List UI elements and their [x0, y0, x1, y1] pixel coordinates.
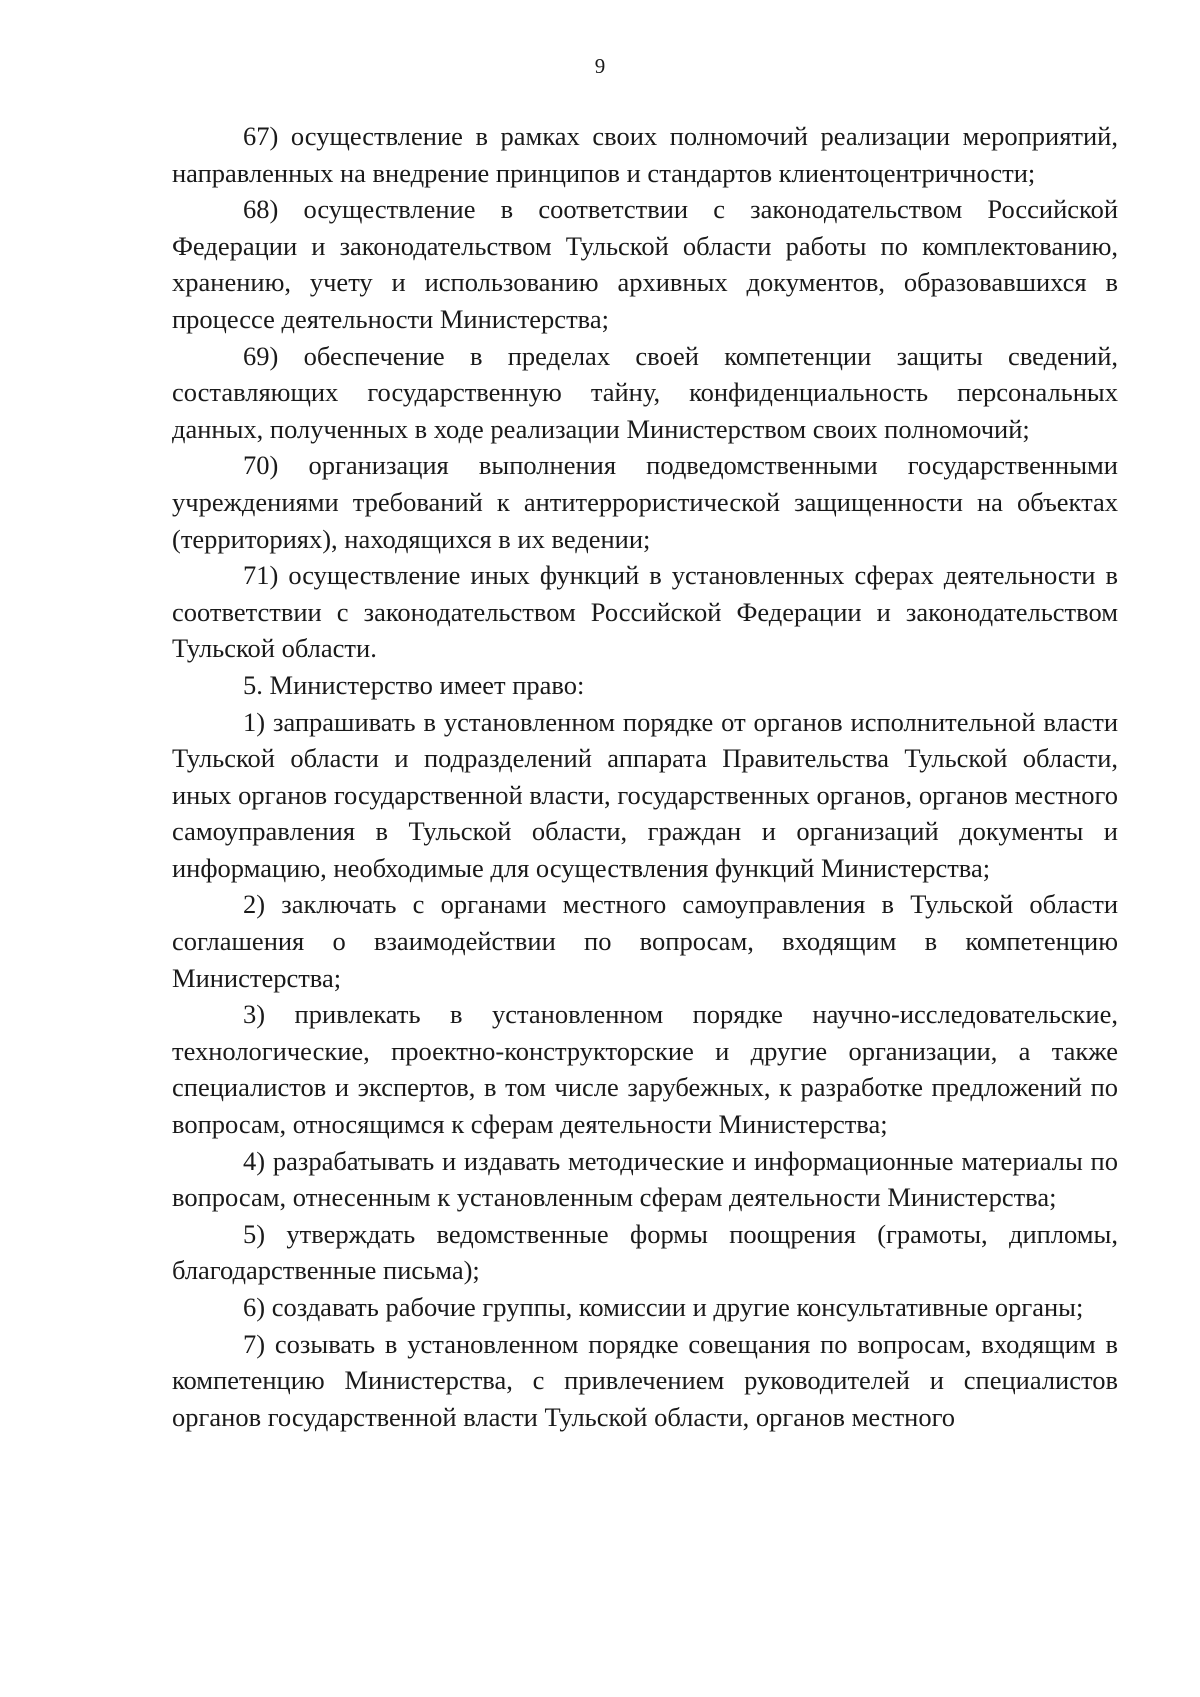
paragraph-right-2: 2) заключать с органами местного самоуправления в Тульской области соглашения о взаимодействии по вопросам, входящим в компетенцию Министерства; — [172, 889, 1118, 993]
page-number: 9 — [594, 54, 606, 78]
paragraph-item-67: 67) осуществление в рамках своих полномочий реализации мероприятий, направленных на внедрение принципов и стандартов клиентоцентричности; — [172, 121, 1118, 188]
paragraph-item-70: 70) организация выполнения подведомственными государственными учреждениями требований к антитеррористической защищенности на объектах (территориях), находящихся в их ведении; — [172, 450, 1118, 554]
paragraph-right-5: 5) утверждать ведомственные формы поощрения (грамоты, дипломы, благодарственные письма); — [172, 1218, 1118, 1286]
paragraph-item-69: 69) обеспечение в пределах своей компетенции защиты сведений, составляющих государственную тайну, конфиденциальность персональных данных, полученных в ходе реализации Министерством своих полномочий; — [172, 340, 1118, 444]
section-heading-5: 5. Министерство имеет право: — [243, 669, 585, 700]
paragraph-right-6: 6) создавать рабочие группы, комиссии и другие консультативные органы; — [243, 1292, 1084, 1322]
paragraph-right-4: 4) разрабатывать и издавать методические и информационные материалы по вопросам, отнесенным к установленным сферам деятельности Министерства; — [172, 1145, 1118, 1213]
paragraph-item-68: 68) осуществление в соответствии с законодательством Российской Федерации и законодательством Тульской области работы по комплектованию, хранению, учету и использованию архивных документов, образовавшихся в процессе деятельности Министерства; — [172, 194, 1118, 334]
paragraph-right-7: 7) созывать в установленном порядке совещания по вопросам, входящим в компетенцию Министерства, с привлечением руководителей и специалистов органов государственной власти Тульской области, органов местного — [172, 1328, 1118, 1432]
paragraph-item-71: 71) осуществление иных функций в установленных сферах деятельности в соответствии с законодательством Российской Федерации и законодательством Тульской области. — [172, 560, 1118, 664]
paragraph-right-1: 1) запрашивать в установленном порядке от органов исполнительной власти Тульской области и подразделений аппарата Правительства Тульской области, иных органов государственной власти, государственных органов, органов местного самоуправления в Тульской области, граждан и организаций документы и информацию, необходимые для осуществления функций Министерства; — [172, 706, 1118, 883]
paragraph-right-3: 3) привлекать в установленном порядке научно-исследовательские, технологические, проектно-конструкторские и другие организации, а также специалистов и экспертов, в том числе зарубежных, к разработке предложений по вопросам, относящимся к сферам деятельности Министерства; — [172, 999, 1118, 1140]
document-body — [172, 118, 1118, 1435]
